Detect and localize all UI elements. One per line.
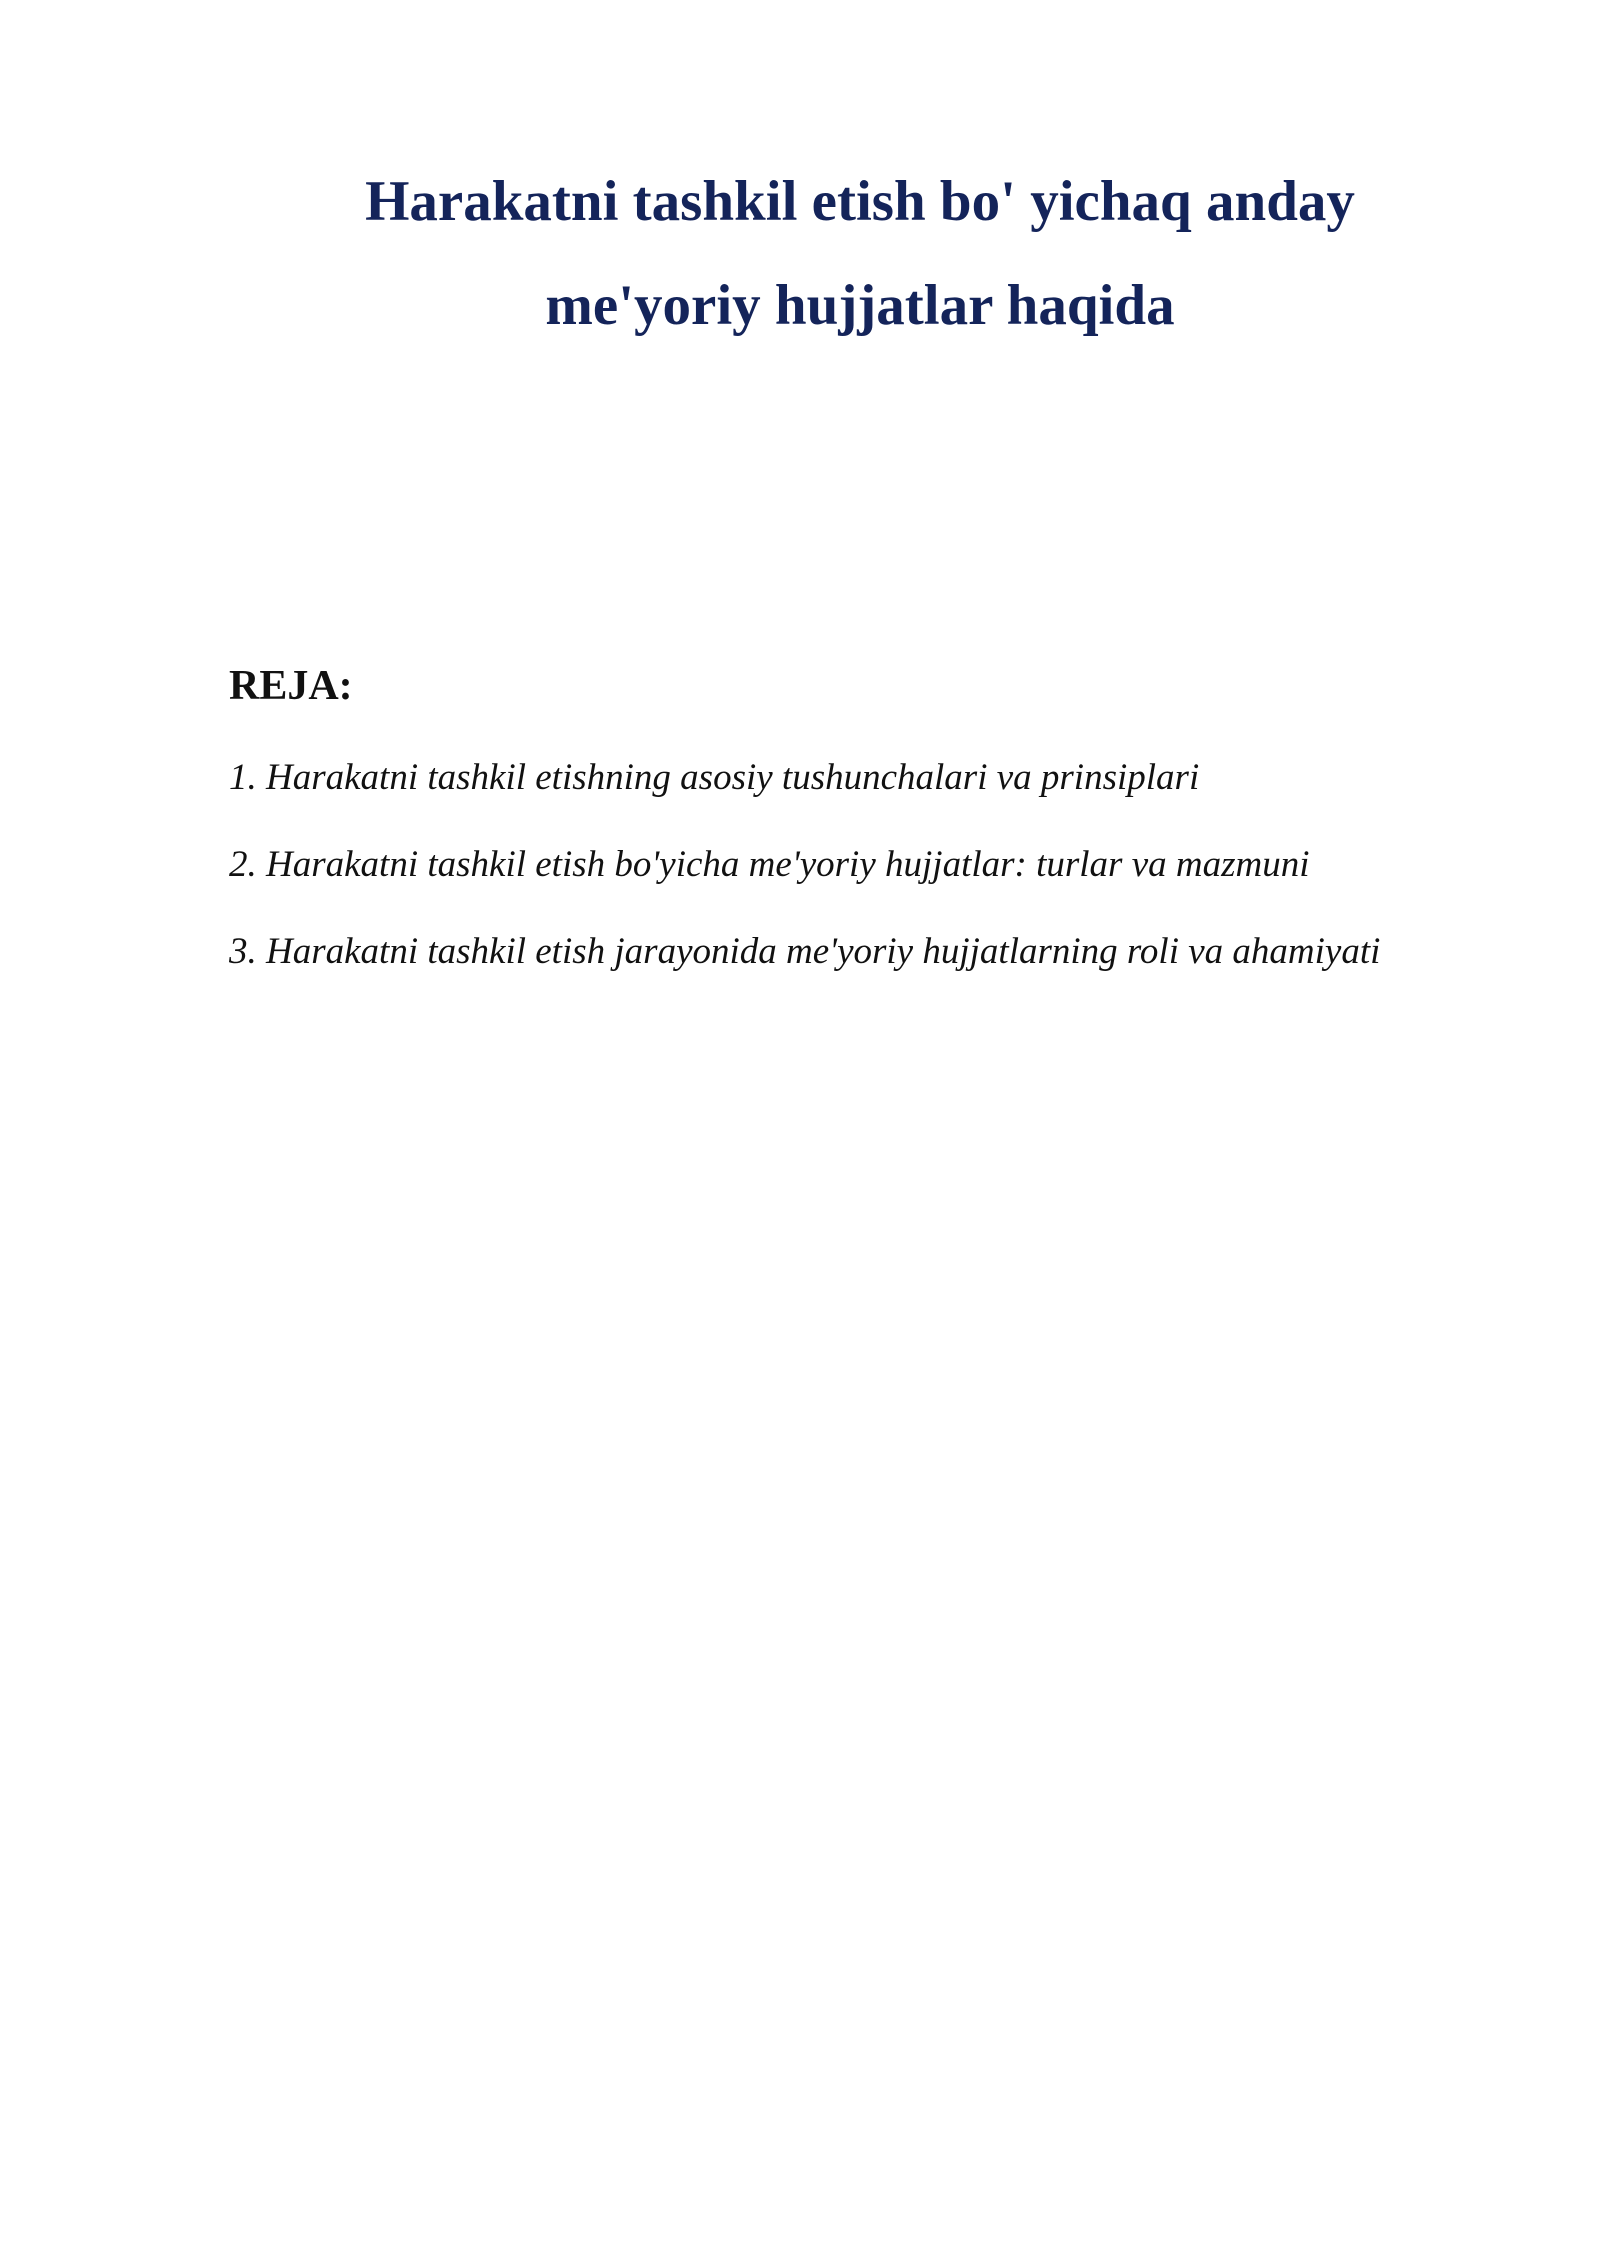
plan-list (229, 750, 1489, 1011)
plan-item-3: 3. Harakatni tashkil etish jarayonida me'yoriy hujjatlarning roli va ahamiyati (229, 931, 1381, 972)
plan-item-2: 2. Harakatni tashkil etish bo'yicha me'yoriy hujjatlar: turlar va mazmuni (229, 844, 1310, 885)
plan-item-1: 1. Harakatni tashkil etishning asosiy tushunchalari va prinsiplari (229, 757, 1200, 798)
document-title-line-1: Harakatni tashkil etish bo' yichaq anday (365, 170, 1355, 233)
document-title-line-2: me'yoriy hujjatlar haqida (545, 274, 1175, 337)
plan-heading: REJA: (229, 663, 353, 709)
document-title (200, 150, 1520, 358)
